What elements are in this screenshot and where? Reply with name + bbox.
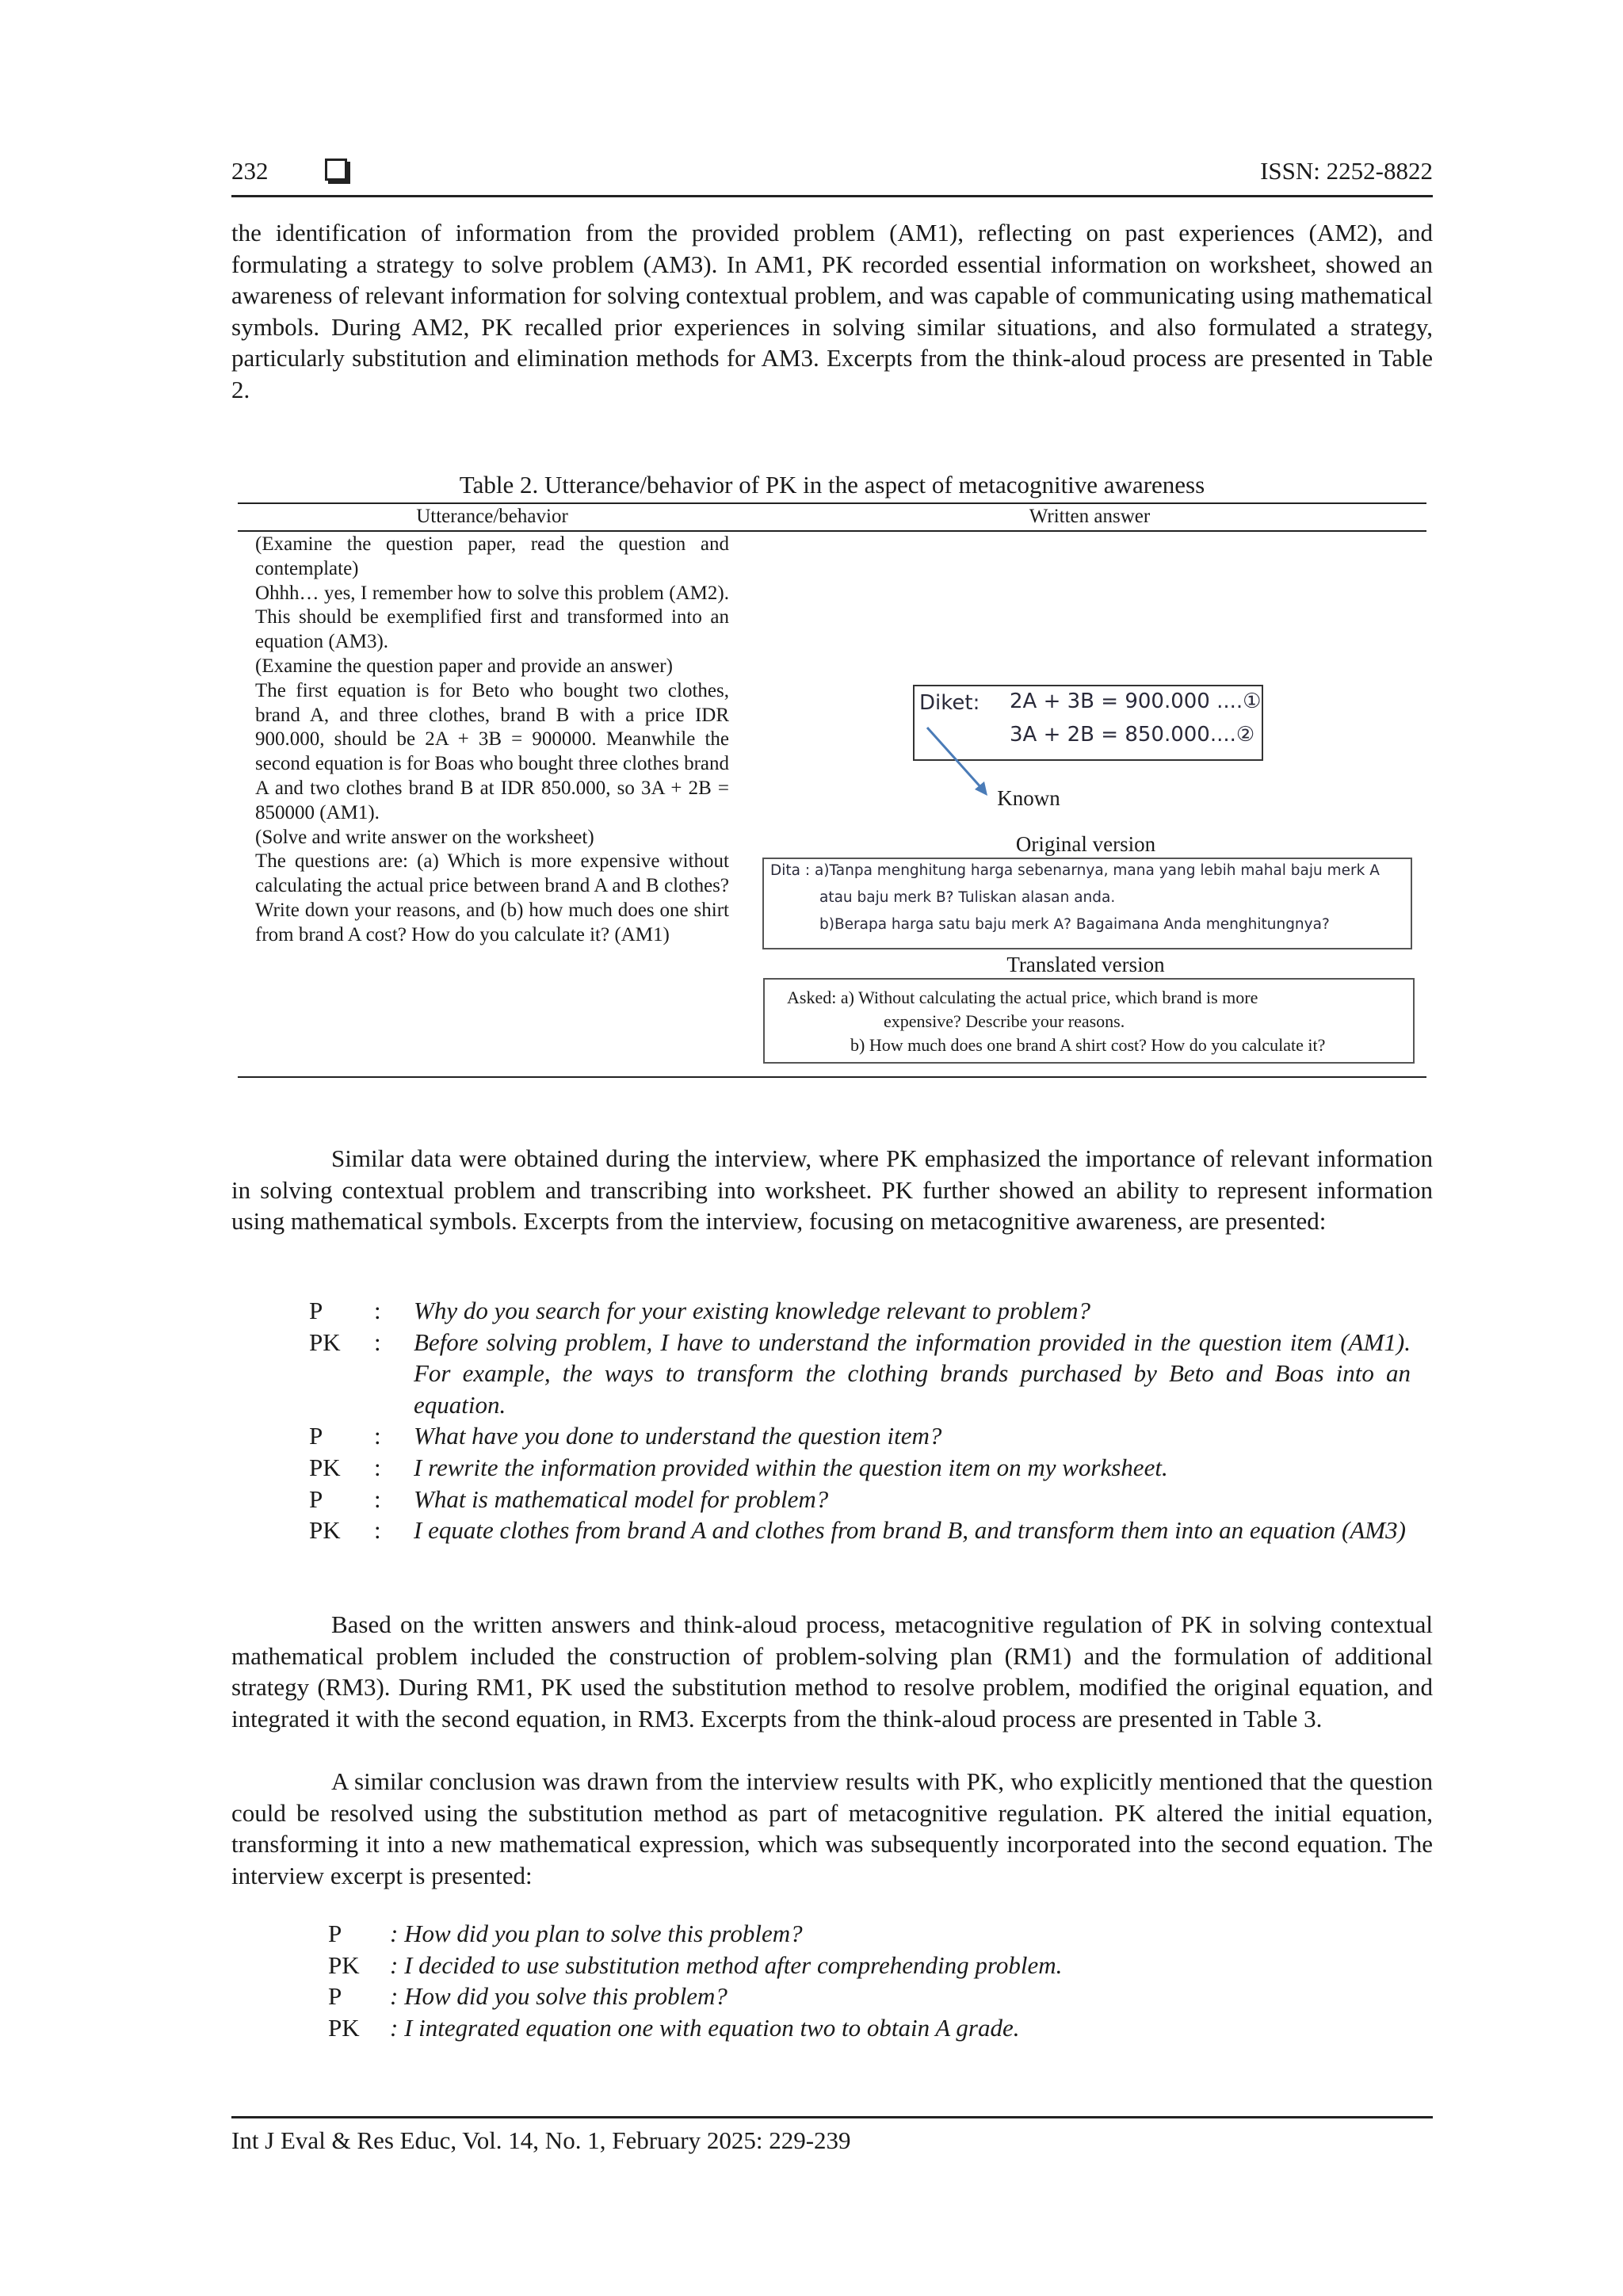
speaker: P	[309, 1422, 323, 1450]
utterance-item: Ohhh… yes, I remember how to solve this problem (AM2). This should be exemplified first and transformed into an equation (AM3).	[255, 582, 729, 653]
dialogue-row	[309, 1327, 1411, 1421]
dialogue-text: Why do you search for your existing knowledge relevant to problem?	[414, 1297, 1091, 1324]
paragraph-similar-conclusion: A similar conclusion was drawn from the interview results with PK, who explicitly mentioned that the question could be resolved using the substitution method as part of metacognitive regulation. PK altered the initial equation, transforming it into a new mathematical expression, which was subsequently incorporated into the second equation. The interview excerpt is presented:	[231, 1767, 1433, 1889]
issn: ISSN: 2252-8822	[1260, 157, 1433, 185]
dialogue-text: Before solving problem, I have to understand the information provided in the question item (AM1). For example, the ways to transform the clothing brands purchased by Beto and Boas into an equation.	[414, 1328, 1411, 1419]
known-caption: Known	[997, 786, 1060, 810]
utterance-item: (Solve and write answer on the worksheet)	[255, 826, 594, 848]
page-footer: Int J Eval & Res Educ, Vol. 14, No. 1, February 2025: 229-239	[231, 2116, 1433, 2155]
speaker: PK	[328, 2013, 360, 2042]
utterance-cell	[255, 533, 729, 948]
utterance-item: The questions are: (a) Which is more expensive without calculating the actual price between brand A and B clothes? Write down your reasons, and (b) how much does one shirt from brand A cost? How do you calculate it? (AM1)	[255, 850, 729, 946]
paragraph-regulation: Based on the written answers and think-aloud process, metacognitive regulation of PK in solving contextual mathematical problem included the construction of problem-solving plan (RM1) and the formulation of additional strategy (RM3). During RM1, PK used the substitution method to resolve problem, modified the original equation, and integrated it with the second equation, in RM3. Excerpts from the think-aloud process are presented in Table 3.	[231, 1610, 1433, 1733]
original-caption: Original version	[1015, 832, 1156, 856]
table-top-rule	[238, 502, 1426, 504]
speaker: PK	[309, 1453, 341, 1481]
dialogue-awareness	[309, 1295, 1411, 1546]
table-bottom-rule	[238, 1076, 1426, 1078]
colon: :	[374, 1422, 381, 1450]
intro-paragraph: the identification of information from the provided problem (AM1), reflecting on past experiences (AM2), and formulating a strategy to solve problem (AM3). In AM1, PK recorded essential information on worksheet, showed an awareness of relevant information for solving contextual problem, and was capable of communicating using mathematical symbols. During AM2, PK recalled prior experiences in solving similar situations, and also formulated a strategy, particularly substitution and elimination methods for AM3. Excerpts from the think-aloud process are presented in Table 2.	[231, 219, 1433, 403]
table-header-written-answer: Written answer	[1029, 506, 1151, 527]
utterance-item: (Examine the question paper and provide an answer)	[255, 655, 673, 677]
asked-handwritten-line-1: Dita : a)Tanpa menghitung harga sebenarnya, mana yang lebih mahal baju merk A	[770, 862, 1380, 879]
dialogue-text: : How did you solve this problem?	[390, 1982, 727, 2011]
speaker: P	[328, 1982, 342, 2011]
dialogue-row	[309, 1295, 1411, 1327]
checkbox-square-icon	[325, 159, 347, 181]
table-header-utterance: Utterance/behavior	[416, 506, 568, 527]
speaker: PK	[309, 1328, 341, 1356]
dialogue-row	[309, 1420, 1411, 1452]
colon: :	[374, 1453, 381, 1481]
translated-line-1: Asked: a) Without calculating the actual price, which brand is more	[787, 988, 1258, 1007]
known-label: Diket:	[919, 691, 980, 715]
known-equation-2: 3A + 2B = 850.000....②	[1010, 723, 1255, 747]
dialogue-text: What is mathematical model for problem?	[414, 1484, 829, 1513]
translated-box	[763, 978, 1415, 1064]
speaker: P	[309, 1484, 323, 1513]
table-header-rule	[238, 530, 1426, 532]
dialogue-row	[309, 1484, 1411, 1515]
colon: :	[374, 1297, 381, 1324]
handwritten-asked-box	[762, 858, 1412, 949]
asked-handwritten-line-3: b)Berapa harga satu baju merk A? Bagaimana Anda menghitungnya?	[819, 916, 1330, 933]
table-caption: Table 2. Utterance/behavior of PK in the aspect of metacognitive awareness	[459, 471, 1205, 499]
dialogue-text: : I integrated equation one with equation two to obtain A grade.	[390, 2013, 1020, 2042]
translated-line-2: expensive? Describe your reasons.	[884, 1011, 1125, 1031]
dialogue-text: : I decided to use substitution method after comprehending problem.	[390, 1950, 1063, 1979]
colon: :	[374, 1484, 381, 1513]
colon: :	[374, 1516, 381, 1545]
dialogue-text: What have you done to understand the question item?	[414, 1422, 942, 1450]
dialogue-text: I rewrite the information provided within the question item on my worksheet.	[414, 1453, 1168, 1481]
translated-line-3: b) How much does one brand A shirt cost? How do you calculate it?	[850, 1035, 1326, 1055]
utterance-item: (Examine the question paper, read the question and contemplate)	[255, 533, 729, 579]
speaker: PK	[328, 1950, 360, 1979]
page-number: 232	[231, 157, 269, 185]
paragraph-interview-intro: Similar data were obtained during the interview, where PK emphasized the importance of relevant information in solving contextual problem and transcribing into worksheet. PK further showed an ability to represent information using mathematical symbols. Excerpts from the interview, focusing on metacognitive awareness, are presented:	[231, 1144, 1433, 1236]
translated-caption: Translated version	[1006, 953, 1165, 976]
dialogue-text: : How did you plan to solve this problem?	[390, 1920, 803, 1947]
dialogue-text: I equate clothes from brand A and clothes from brand B, and transform them into an equation (AM3)	[414, 1516, 1406, 1545]
dialogue-row	[309, 1515, 1411, 1546]
asked-handwritten-line-2: atau baju merk B? Tuliskan alasan anda.	[819, 889, 1116, 906]
utterance-item: The first equation is for Beto who bought two clothes, brand A, and three clothes, brand B with a price IDR 900.000, should be 2A + 3B = 900000. Meanwhile the second equation is for Boas who bought three clothes brand A and two clothes brand B at IDR 850.000, so 3A + 2B = 850000 (AM1).	[255, 679, 729, 823]
colon: :	[374, 1328, 381, 1356]
speaker: P	[309, 1297, 323, 1324]
page-header	[231, 152, 1433, 197]
dialogue-row	[309, 1452, 1411, 1484]
speaker: P	[328, 1920, 342, 1947]
known-equation-1: 2A + 3B = 900.000 ....①	[1010, 690, 1262, 713]
speaker: PK	[309, 1516, 341, 1545]
